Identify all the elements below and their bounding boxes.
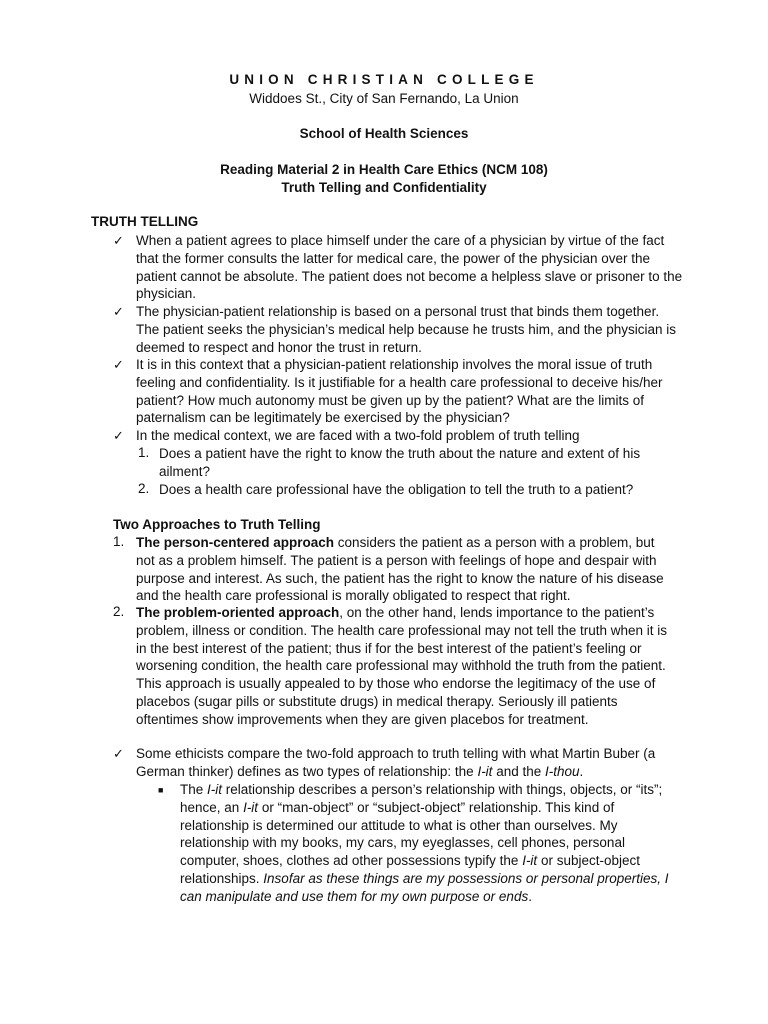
sub-item-number: 1. [138,445,150,460]
approach-number: 2. [113,604,125,619]
i-it-term: I-it [243,799,259,815]
document-subtitle: Truth Telling and Confidentiality [281,180,487,195]
document-title: Reading Material 2 in Health Care Ethics (NCM 108) [220,162,548,177]
check-mark-icon: ✓ [113,304,124,319]
bullet-text: or subject-object relationships. [180,853,640,886]
approach-text: , on the other hand, lends importance to the patient’s problem, illness or condition. The health care professional may not tell the truth when it is in the best interest of the patient; thus if for the best interest of the patient’s feeling or worsening condition, the health care professional may withhold the truth from the patient. This approach is usually appealed to by those who endorse the legitimacy of the use of placebos (sugar pills or substitute drugs) in medical therapy. Seriously ill patients oftentimes show improvements when they are given placebos for treatment. [136,605,668,727]
truth-sub-item-1: Does a patient have the right to know the truth about the nature and extent of his ailment? [159,446,641,479]
truth-sub-item-2: Does a health care professional have the obligation to tell the truth to a patient? [159,482,634,497]
buber-text: and the [492,763,545,779]
bullet-text: relationship describes a person’s relationship with things, objects, or “its”; hence, an [180,782,663,815]
approach-person-centered [136,534,676,605]
section-heading-approaches: Two Approaches to Truth Telling [113,517,321,532]
truth-check-1: When a patient agrees to place himself under the care of a physician by virtue of the fact that the former consults the latter for medical care, the power of the physician over the patient cannot be absolute. The patient does not become a helpless slave or prisoner to the physician. [136,233,683,302]
approach-problem-oriented [136,604,676,729]
sub-item-number: 2. [138,481,150,496]
approach-text: considers the patient as a person with a problem, but not as a problem himself. The patient is a person with feelings of hope and despair with purpose and interest. As such, the patient has the right to know the nature of his disease and the health care professional is morally obligated to respect that right. [136,535,664,604]
bullet-text: The [180,782,208,797]
check-mark-icon: ✓ [113,233,124,248]
check-mark-icon: ✓ [113,357,124,372]
section-heading-truth-telling: TRUTH TELLING [91,214,199,229]
bullet-text: or “man-object” or “subject-object” relationship. This kind of relationship is determined our attitude to what is other than ourselves. My relationship with my books, my cars, my eyeglasses, cell phones, personal computer, shoes, clothes ad other possessions typify the [180,799,625,869]
buber-text: Some ethicists compare the two-fold approach to truth telling with what Martin Buber (a German thinker) defines as two types of relationship: the [136,746,656,779]
school-name: School of Health Sciences [299,126,469,141]
i-it-term: I-it [477,763,493,779]
truth-check-4: In the medical context, we are faced with a two-fold problem of truth telling [136,428,580,443]
approach-label: The person-centered approach [136,535,335,550]
college-name: UNION CHRISTIAN COLLEGE [229,72,539,87]
i-thou-term: I-thou [544,763,580,779]
i-it-term: I-it [207,782,223,797]
truth-check-3: It is in this context that a physician-patient relationship involves the moral issue of truth feeling and confidentiality. Is it justifiable for a health care professional to deceive his/her patient? How much autonomy must be given up by the patient? What are the limits of paternalism can be legitimately be exercised by the physician? [136,357,663,426]
bullet-text: . [528,888,532,904]
buber-paragraph [136,745,684,781]
i-it-term: I-it [522,853,538,869]
square-bullet-icon: ■ [158,785,164,795]
approach-number: 1. [113,534,125,549]
buber-text: . [579,763,584,779]
bullet-italic-text: Insofar as these things are my possessions or personal properties, I can manipulate and use them for my own purpose or ends [180,870,669,904]
truth-check-2: The physician-patient relationship is based on a personal trust that binds them together. The patient seeks the physician’s medical help because he trusts him, and the physician is deemed to respect and honor the trust in return. [136,304,677,355]
approach-label: The problem-oriented approach [136,605,340,620]
i-it-bullet-paragraph [180,781,676,906]
college-address: Widdoes St., City of San Fernando, La Union [249,91,519,106]
check-mark-icon: ✓ [113,428,124,443]
check-mark-icon: ✓ [113,746,124,761]
